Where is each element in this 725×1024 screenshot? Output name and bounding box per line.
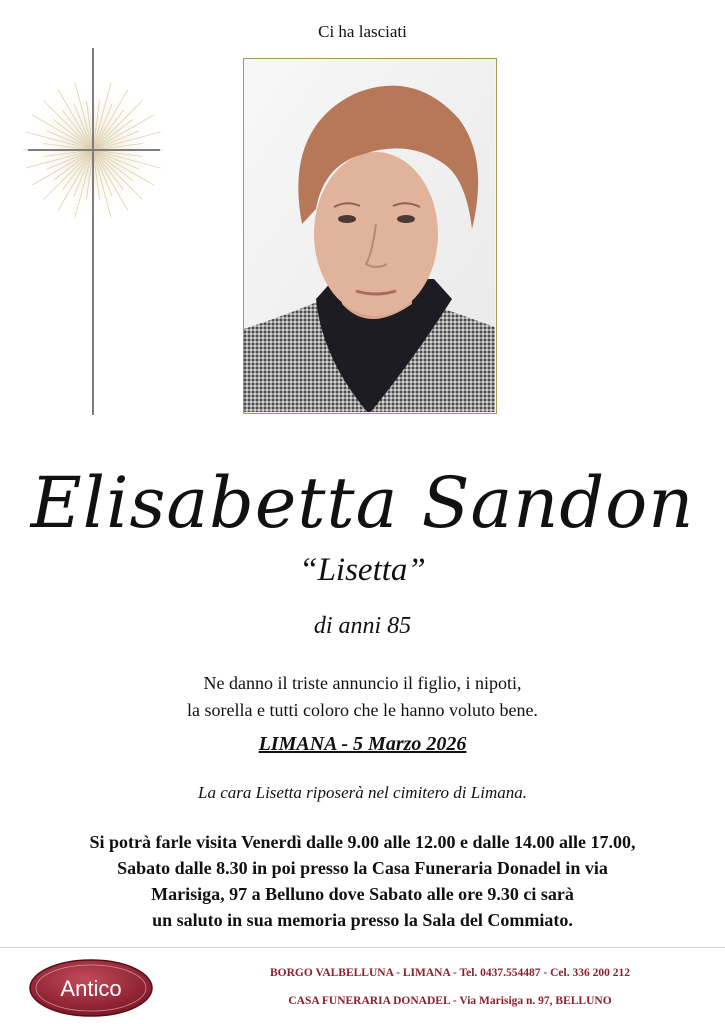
- place-date: LIMANA - 5 Marzo 2026: [258, 733, 467, 755]
- deceased-nickname: “Lisetta”: [299, 552, 426, 588]
- radiant-cross-icon: [10, 40, 180, 420]
- footer-address: CASA FUNERARIA DONADEL - Via Marisiga n. 97, BELLUNO: [288, 995, 612, 1007]
- logo-text: Antico: [60, 976, 122, 1001]
- portrait-photo: [243, 58, 497, 414]
- announcement-line: la sorella e tutti coloro che le hanno voluto bene.: [187, 700, 538, 720]
- deceased-name: Elisabetta Sandon: [30, 462, 695, 544]
- visitation-info: [0, 829, 725, 933]
- antico-logo: [28, 958, 154, 1018]
- visitation-line: un saluto in sua memoria presso la Sala del Commiato.: [152, 910, 573, 930]
- burial-note: La cara Lisetta riposerà nel cimitero di Limana.: [198, 783, 527, 802]
- footer-divider: [0, 947, 725, 948]
- portrait-illustration: [244, 59, 495, 412]
- announcement: [0, 670, 725, 724]
- footer-contact: BORGO VALBELLUNA - LIMANA - Tel. 0437.554487 - Cel. 336 200 212: [270, 967, 630, 979]
- header-text: Ci ha lasciati: [318, 22, 407, 41]
- visitation-line: Marisiga, 97 a Belluno dove Sabato alle ore 9.30 ci sarà: [151, 884, 574, 904]
- announcement-line: Ne danno il triste annuncio il figlio, i nipoti,: [203, 673, 522, 693]
- deceased-age: di anni 85: [313, 613, 412, 639]
- visitation-line: Si potrà farle visita Venerdì dalle 9.00 alle 12.00 e dalle 14.00 alle 17.00,: [89, 832, 636, 852]
- visitation-line: Sabato dalle 8.30 in poi presso la Casa Funeraria Donadel in via: [117, 858, 608, 878]
